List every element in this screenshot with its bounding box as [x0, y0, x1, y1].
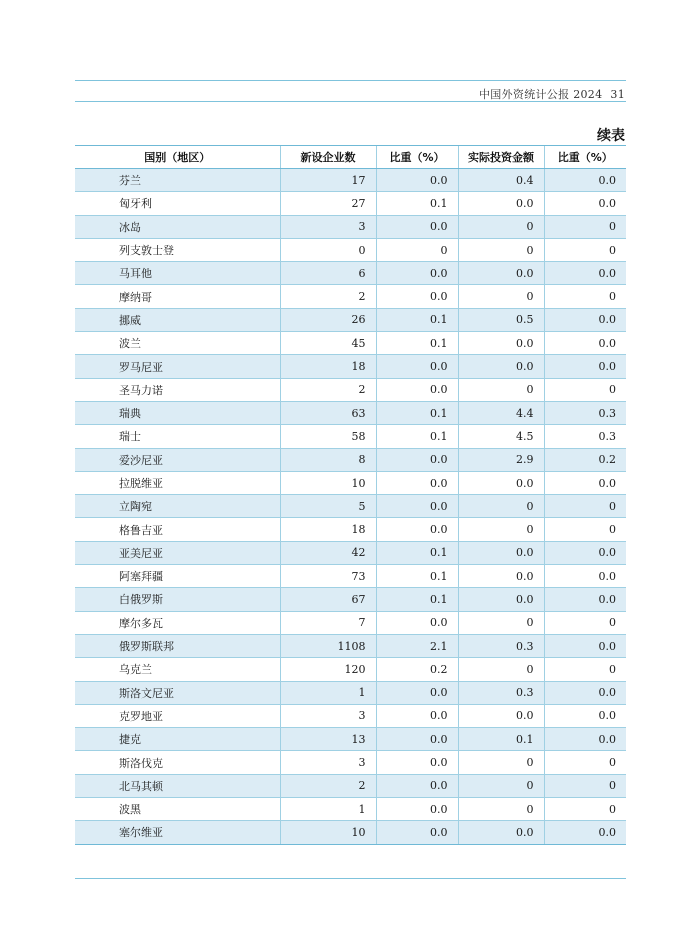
table-row: [75, 588, 626, 611]
investment-share-cell: 0: [544, 518, 626, 541]
new-enterprises-cell: 3: [280, 215, 376, 238]
new-enterprises-cell: 2: [280, 774, 376, 797]
actual-investment-cell: 0: [458, 658, 544, 681]
investment-share-cell: 0.0: [544, 308, 626, 331]
new-enterprises-cell: 2: [280, 285, 376, 308]
actual-investment-cell: 0.0: [458, 355, 544, 378]
table-row: [75, 425, 626, 448]
table-row: [75, 262, 626, 285]
investment-share-cell: 0.0: [544, 169, 626, 192]
table-row: [75, 658, 626, 681]
investment-share-cell: 0: [544, 611, 626, 634]
new-enterprises-cell: 7: [280, 611, 376, 634]
enterprise-share-cell: 0.0: [376, 495, 458, 518]
new-enterprises-cell: 26: [280, 308, 376, 331]
table-row: [75, 611, 626, 634]
country-cell: 爱沙尼亚: [75, 448, 280, 471]
enterprise-share-cell: 0.1: [376, 401, 458, 424]
table-row: [75, 821, 626, 844]
country-cell: 罗马尼亚: [75, 355, 280, 378]
enterprise-share-cell: 0.0: [376, 704, 458, 727]
enterprise-share-cell: 0.1: [376, 192, 458, 215]
table-row: [75, 634, 626, 657]
investment-table: [75, 145, 626, 845]
investment-share-cell: 0.3: [544, 401, 626, 424]
country-cell: 马耳他: [75, 262, 280, 285]
column-header-actual-investment: 实际投资金额: [458, 146, 544, 169]
country-cell: 斯洛文尼亚: [75, 681, 280, 704]
new-enterprises-cell: 120: [280, 658, 376, 681]
table-header-row: [75, 146, 626, 169]
table-row: [75, 332, 626, 355]
new-enterprises-cell: 3: [280, 704, 376, 727]
country-cell: 阿塞拜疆: [75, 565, 280, 588]
enterprise-share-cell: 0.1: [376, 565, 458, 588]
page-number: 31: [610, 88, 625, 101]
investment-share-cell: 0: [544, 495, 626, 518]
investment-share-cell: 0: [544, 285, 626, 308]
enterprise-share-cell: 0.0: [376, 215, 458, 238]
actual-investment-cell: 0: [458, 378, 544, 401]
investment-share-cell: 0.0: [544, 262, 626, 285]
table-row: [75, 448, 626, 471]
investment-share-cell: 0.2: [544, 448, 626, 471]
table-row: [75, 471, 626, 494]
new-enterprises-cell: 18: [280, 355, 376, 378]
investment-share-cell: 0.0: [544, 471, 626, 494]
header-top-rule: [75, 80, 626, 81]
investment-share-cell: 0: [544, 238, 626, 261]
country-cell: 匈牙利: [75, 192, 280, 215]
country-cell: 拉脱维亚: [75, 471, 280, 494]
enterprise-share-cell: 0.0: [376, 378, 458, 401]
table-row: [75, 285, 626, 308]
country-cell: 斯洛伐克: [75, 751, 280, 774]
country-cell: 瑞典: [75, 401, 280, 424]
new-enterprises-cell: 45: [280, 332, 376, 355]
actual-investment-cell: 0.4: [458, 169, 544, 192]
enterprise-share-cell: 0.0: [376, 728, 458, 751]
enterprise-share-cell: 0.1: [376, 332, 458, 355]
new-enterprises-cell: 67: [280, 588, 376, 611]
enterprise-share-cell: 2.1: [376, 634, 458, 657]
enterprise-share-cell: 0.1: [376, 425, 458, 448]
header-bottom-rule: [75, 101, 626, 102]
enterprise-share-cell: 0.0: [376, 798, 458, 821]
table-row: [75, 495, 626, 518]
country-cell: 白俄罗斯: [75, 588, 280, 611]
actual-investment-cell: 0.0: [458, 821, 544, 844]
actual-investment-cell: 0: [458, 495, 544, 518]
column-header-investment-share: 比重（%）: [544, 146, 626, 169]
new-enterprises-cell: 5: [280, 495, 376, 518]
continued-table-label: 续表: [597, 128, 625, 144]
investment-share-cell: 0.0: [544, 704, 626, 727]
column-header-new-enterprises: 新设企业数: [280, 146, 376, 169]
actual-investment-cell: 0: [458, 285, 544, 308]
new-enterprises-cell: 42: [280, 541, 376, 564]
enterprise-share-cell: 0.2: [376, 658, 458, 681]
new-enterprises-cell: 8: [280, 448, 376, 471]
country-cell: 乌克兰: [75, 658, 280, 681]
actual-investment-cell: 0.0: [458, 262, 544, 285]
running-header: [479, 86, 625, 102]
table-row: [75, 751, 626, 774]
enterprise-share-cell: 0.0: [376, 751, 458, 774]
new-enterprises-cell: 10: [280, 471, 376, 494]
enterprise-share-cell: 0.0: [376, 471, 458, 494]
table-row: [75, 518, 626, 541]
country-cell: 芬兰: [75, 169, 280, 192]
country-cell: 摩尔多瓦: [75, 611, 280, 634]
investment-share-cell: 0.0: [544, 192, 626, 215]
investment-share-cell: 0.0: [544, 681, 626, 704]
enterprise-share-cell: 0.1: [376, 588, 458, 611]
table-row: [75, 308, 626, 331]
enterprise-share-cell: 0: [376, 238, 458, 261]
actual-investment-cell: 0.3: [458, 634, 544, 657]
actual-investment-cell: 0: [458, 751, 544, 774]
investment-share-cell: 0.0: [544, 541, 626, 564]
footer-rule: [75, 878, 626, 879]
country-cell: 圣马力诺: [75, 378, 280, 401]
table-row: [75, 378, 626, 401]
enterprise-share-cell: 0.0: [376, 681, 458, 704]
table-row: [75, 541, 626, 564]
country-cell: 俄罗斯联邦: [75, 634, 280, 657]
table-row: [75, 774, 626, 797]
country-cell: 塞尔维亚: [75, 821, 280, 844]
investment-share-cell: 0.0: [544, 821, 626, 844]
new-enterprises-cell: 2: [280, 378, 376, 401]
enterprise-share-cell: 0.0: [376, 355, 458, 378]
investment-share-cell: 0.0: [544, 332, 626, 355]
new-enterprises-cell: 0: [280, 238, 376, 261]
actual-investment-cell: 0.0: [458, 565, 544, 588]
new-enterprises-cell: 27: [280, 192, 376, 215]
country-cell: 波黑: [75, 798, 280, 821]
new-enterprises-cell: 63: [280, 401, 376, 424]
actual-investment-cell: 4.4: [458, 401, 544, 424]
new-enterprises-cell: 10: [280, 821, 376, 844]
enterprise-share-cell: 0.0: [376, 262, 458, 285]
table-row: [75, 355, 626, 378]
actual-investment-cell: 2.9: [458, 448, 544, 471]
table-body: [75, 169, 626, 845]
new-enterprises-cell: 6: [280, 262, 376, 285]
new-enterprises-cell: 1108: [280, 634, 376, 657]
actual-investment-cell: 0.0: [458, 588, 544, 611]
country-cell: 立陶宛: [75, 495, 280, 518]
actual-investment-cell: 0.0: [458, 704, 544, 727]
investment-share-cell: 0.0: [544, 728, 626, 751]
investment-share-cell: 0: [544, 215, 626, 238]
enterprise-share-cell: 0.1: [376, 541, 458, 564]
actual-investment-cell: 0.0: [458, 332, 544, 355]
table-row: [75, 215, 626, 238]
actual-investment-cell: 4.5: [458, 425, 544, 448]
table-row: [75, 728, 626, 751]
country-cell: 冰岛: [75, 215, 280, 238]
country-cell: 格鲁吉亚: [75, 518, 280, 541]
country-cell: 摩纳哥: [75, 285, 280, 308]
table-row: [75, 192, 626, 215]
investment-share-cell: 0.0: [544, 355, 626, 378]
new-enterprises-cell: 17: [280, 169, 376, 192]
table-row: [75, 565, 626, 588]
country-cell: 捷克: [75, 728, 280, 751]
country-cell: 北马其顿: [75, 774, 280, 797]
investment-share-cell: 0.0: [544, 634, 626, 657]
country-cell: 挪威: [75, 308, 280, 331]
investment-share-cell: 0: [544, 798, 626, 821]
enterprise-share-cell: 0.0: [376, 774, 458, 797]
table-row: [75, 704, 626, 727]
actual-investment-cell: 0.0: [458, 541, 544, 564]
new-enterprises-cell: 73: [280, 565, 376, 588]
actual-investment-cell: 0.0: [458, 192, 544, 215]
table-row: [75, 169, 626, 192]
enterprise-share-cell: 0.0: [376, 518, 458, 541]
new-enterprises-cell: 1: [280, 681, 376, 704]
new-enterprises-cell: 18: [280, 518, 376, 541]
enterprise-share-cell: 0.0: [376, 285, 458, 308]
country-cell: 亚美尼亚: [75, 541, 280, 564]
country-cell: 克罗地亚: [75, 704, 280, 727]
new-enterprises-cell: 58: [280, 425, 376, 448]
enterprise-share-cell: 0.1: [376, 308, 458, 331]
enterprise-share-cell: 0.0: [376, 821, 458, 844]
investment-share-cell: 0.0: [544, 565, 626, 588]
publication-title: 中国外资统计公报 2024: [479, 88, 603, 101]
column-header-enterprise-share: 比重（%）: [376, 146, 458, 169]
actual-investment-cell: 0.5: [458, 308, 544, 331]
actual-investment-cell: 0: [458, 518, 544, 541]
table-row: [75, 681, 626, 704]
enterprise-share-cell: 0.0: [376, 611, 458, 634]
table-row: [75, 401, 626, 424]
investment-share-cell: 0: [544, 774, 626, 797]
table-row: [75, 798, 626, 821]
investment-share-cell: 0: [544, 658, 626, 681]
enterprise-share-cell: 0.0: [376, 448, 458, 471]
table-row: [75, 238, 626, 261]
actual-investment-cell: 0: [458, 215, 544, 238]
investment-share-cell: 0: [544, 378, 626, 401]
country-cell: 瑞士: [75, 425, 280, 448]
actual-investment-cell: 0: [458, 238, 544, 261]
new-enterprises-cell: 3: [280, 751, 376, 774]
investment-share-cell: 0.3: [544, 425, 626, 448]
new-enterprises-cell: 1: [280, 798, 376, 821]
actual-investment-cell: 0.3: [458, 681, 544, 704]
investment-share-cell: 0: [544, 751, 626, 774]
actual-investment-cell: 0: [458, 774, 544, 797]
actual-investment-cell: 0: [458, 611, 544, 634]
enterprise-share-cell: 0.0: [376, 169, 458, 192]
column-header-country: 国别（地区）: [75, 146, 280, 169]
country-cell: 列支敦士登: [75, 238, 280, 261]
investment-share-cell: 0.0: [544, 588, 626, 611]
actual-investment-cell: 0.0: [458, 471, 544, 494]
new-enterprises-cell: 13: [280, 728, 376, 751]
actual-investment-cell: 0: [458, 798, 544, 821]
country-cell: 波兰: [75, 332, 280, 355]
actual-investment-cell: 0.1: [458, 728, 544, 751]
